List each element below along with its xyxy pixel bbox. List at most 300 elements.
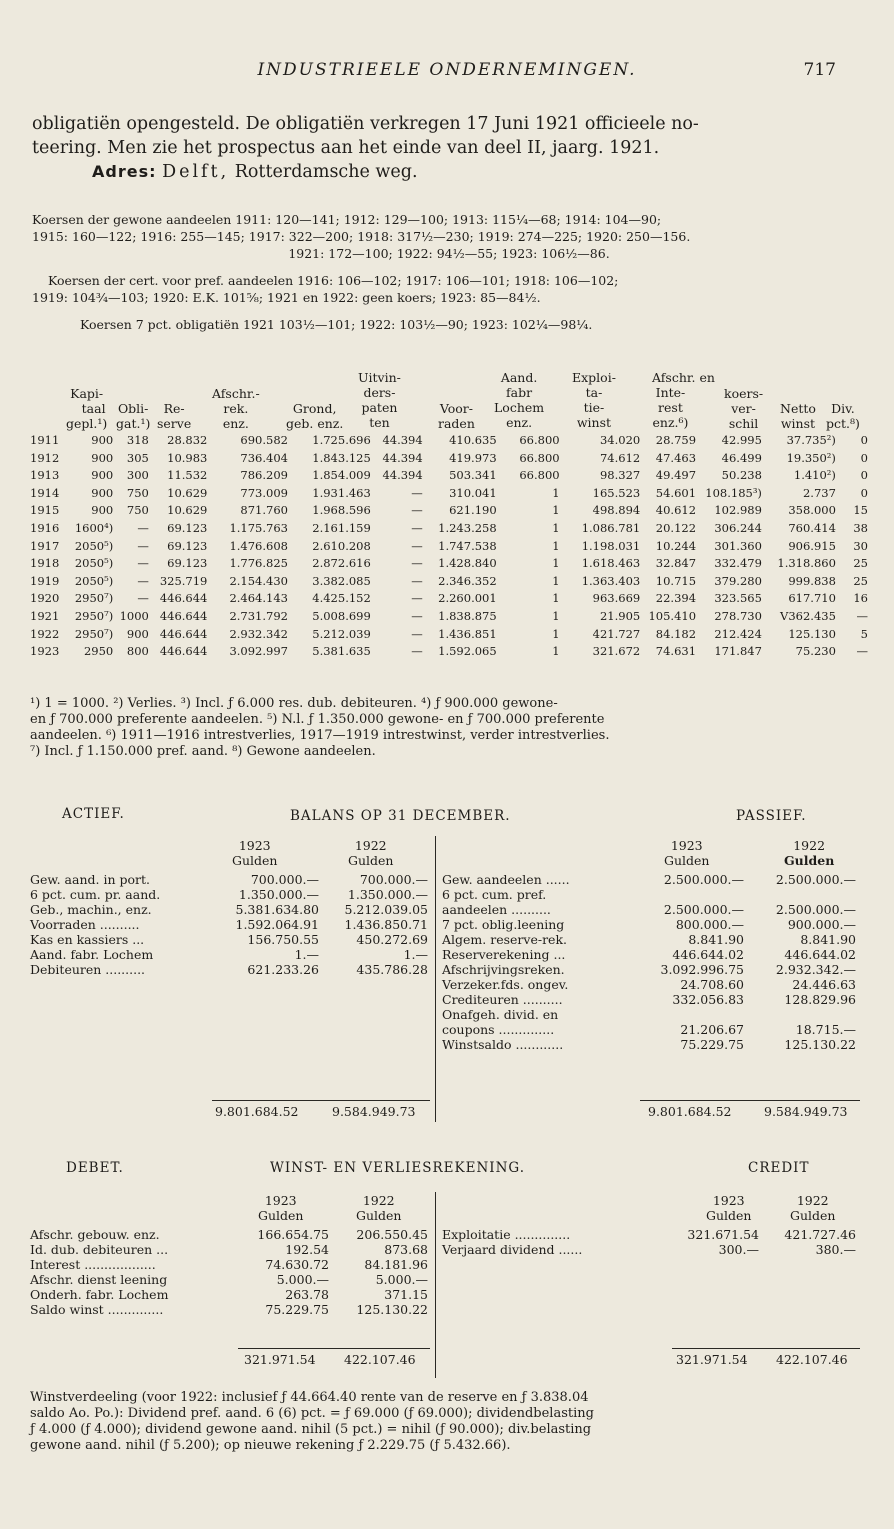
balans-title: BALANS OP 31 DECEMBER. [290,808,511,824]
winst-credit-total-a: 321.971.54 [676,1352,748,1367]
balans-actief-total-rule [212,1100,430,1101]
row-year: 1922 [30,626,60,641]
table-cell: 1.618.463 [581,556,641,571]
table-cell: 125.130 [788,626,836,641]
account-label: Afschr. gebouw. enz. [30,1227,160,1242]
hdr-dividend: Div. pct.⁸) [826,401,860,431]
hdr-exploitatiewinst: Exploi- ta- tie- winst [572,370,616,430]
table-cell: 900 [126,626,149,641]
table-cell: 1 [552,556,560,571]
table-cell: 301.360 [714,538,762,553]
balans-passief-table [442,872,856,1052]
table-cell: 1 [552,538,560,553]
hdr-afschr-rest: Afschr. en Inte- rest enz.⁶) [652,370,715,430]
account-label: 7 pct. oblig.leening [442,917,565,932]
account-value-current: 446.644.02 [672,947,744,962]
table-cell: 900 [91,485,114,500]
account-label: Aand. fabr. Lochem [30,947,154,962]
table-cell: 171.847 [714,644,762,659]
table-cell: 66.800 [519,450,560,465]
table-cell: 1 [552,644,560,659]
table-cell: 165.523 [592,485,641,500]
table-cell: 410.635 [449,433,497,447]
account-label: Saldo winst .............. [30,1302,164,1317]
table-cell: 0 [860,450,868,465]
account-row [442,962,856,977]
table-cell: 1.843.125 [312,450,371,465]
table-cell: 305 [126,450,149,465]
account-row [442,932,856,947]
account-value-previous: 2.932.342.— [775,962,856,977]
row-year: 1923 [30,644,60,659]
account-row [442,917,856,932]
table-cell: 786.209 [240,468,288,483]
table-cell: 999.838 [788,573,836,588]
account-row [442,902,856,917]
table-cell: 10.715 [655,573,697,588]
table-cell: 1.318.860 [777,556,836,571]
table-cell: 46.499 [721,450,762,465]
table-row [30,467,868,485]
account-value-previous [744,887,856,902]
row-year: 1912 [30,450,60,465]
table-cell: 54.601 [655,485,697,500]
table-cell: 1 [552,626,560,641]
table-cell: 2.610.208 [312,538,371,553]
table-cell: 3.092.997 [229,644,288,659]
balans-actief-table [30,872,428,977]
hdr-kapitaal: Kapi- taal gepl.¹) [66,386,108,431]
account-value-current: 5.381.634.80 [235,902,319,917]
table-cell: 38 [853,520,868,535]
row-year: 1913 [30,468,60,483]
account-row [30,1287,428,1302]
account-value-current [632,1007,744,1022]
row-year: 1916 [30,520,60,535]
account-value-current: 74.630.72 [265,1257,329,1272]
account-value-current: 24.708.60 [680,977,744,992]
table-cell: 11.532 [167,468,208,483]
table-row [30,643,868,661]
koersen-gewone-1: Koersen der gewone aandeelen 1911: 120—141; 1912: 129—100; 1913: 115¼—68; 1914: 104—90; [32,212,662,227]
table-cell: — [856,608,868,623]
table-cell: 2.346.352 [438,573,497,588]
winst-credit-total-b: 422.107.46 [776,1352,848,1367]
account-value-previous: 421.727.46 [784,1227,856,1242]
table-cell: 1.476.608 [229,538,288,553]
address-label: Adres: [92,162,157,181]
table-row [30,590,868,608]
table-cell: 1.592.065 [438,644,497,659]
table-cell: 278.730 [714,608,762,623]
table-cell: 10.629 [167,503,208,518]
balans-passief-label: PASSIEF. [736,808,807,824]
account-label: Winstsaldo ............ [442,1037,564,1052]
account-value-previous: 380.— [815,1242,856,1257]
row-year: 1915 [30,503,60,518]
page-number: 717 [803,60,836,80]
table-cell: 66.800 [519,433,560,447]
winst-credit-label: CREDIT [748,1160,810,1176]
winst-divider [435,1192,436,1378]
table-cell: 84.182 [655,626,697,641]
hdr-grond: Grond, geb. enz. [286,401,344,431]
footnote-line-4: ⁷) Incl. ƒ 1.150.000 pref. aand. ⁸) Gewone aandeelen. [30,744,376,759]
row-year: 1917 [30,538,60,553]
account-value-previous: 1.350.000.— [347,887,428,902]
table-cell: 800 [126,644,149,659]
table-cell: 212.424 [714,626,762,641]
winstverdeeling [30,1390,866,1454]
account-value-previous: 18.715.— [795,1022,856,1037]
koersen-gewone-3: 1921: 172—100; 1922: 94½—55; 1923: 106½—86. [288,246,610,261]
winst-left-year-a: 1923 Gulden [258,1193,304,1223]
table-cell: — [137,573,149,588]
table-cell: V362.435 [780,608,836,623]
balans-passief-total-b: 9.584.949.73 [764,1104,848,1119]
balans-divider [435,836,436,1122]
table-cell: 3.382.085 [312,573,371,588]
account-label: Verzeker.fds. ongev. [442,977,569,992]
row-year: 1919 [30,573,60,588]
table-row [30,502,868,520]
table-cell: 2050⁵) [74,538,114,553]
table-cell: 1.243.258 [438,520,497,535]
table-cell: 323.565 [714,591,762,606]
table-cell: — [411,556,423,571]
account-value-current: 2.500.000.— [663,872,744,887]
table-cell: 20.122 [655,520,697,535]
table-cell: 2050⁵) [74,573,114,588]
table-cell: — [137,556,149,571]
intro-line-2: teering. Men zie het prospectus aan het einde van deel II, jaarg. 1921. [32,138,660,158]
table-cell: 2950⁷) [74,626,114,641]
table-cell: 25 [853,556,868,571]
table-cell: 69.123 [167,556,208,571]
balans-passief-total-a: 9.801.684.52 [648,1104,732,1119]
account-row [442,992,856,1007]
account-label: Onafgeh. divid. en [442,1007,559,1022]
balans-actief-total-b: 9.584.949.73 [332,1104,416,1119]
account-value-current: 621.233.26 [247,962,319,977]
account-row [442,887,856,902]
table-cell: 5 [860,626,868,641]
account-value-previous: 450.272.69 [356,932,428,947]
table-cell: — [137,538,149,553]
table-cell: 1.747.538 [438,538,497,553]
table-cell: 2.161.159 [312,520,371,535]
hdr-voorraden: Voor- raden [438,401,475,431]
table-cell: 34.020 [599,433,641,447]
table-cell: 750 [126,485,149,500]
table-cell: 690.582 [240,433,288,447]
table-cell: 66.800 [519,468,560,483]
table-cell: 760.414 [788,520,836,535]
table-cell: 1 [552,591,560,606]
table-cell: 108.185³) [705,485,762,500]
balans-left-year-b: 1922 Gulden [348,838,394,868]
footnote-line-3: aandeelen. ⁶) 1911—1916 intrestverlies, 1917—1919 intrestwinst, verder intrestverlies. [30,728,610,743]
table-cell: 750 [126,503,149,518]
table-cell: 1 [552,485,560,500]
table-cell: 21.905 [599,608,641,623]
table-cell: 1.854.009 [312,468,371,483]
account-value-previous: 2.500.000.— [775,872,856,887]
table-cell: 5.212.039 [312,626,371,641]
account-value-current: 75.229.75 [265,1302,329,1317]
table-cell: — [411,591,423,606]
account-row [30,1302,428,1317]
account-value-previous [744,1007,856,1022]
account-label: Exploitatie .............. [442,1227,571,1242]
account-row [30,872,428,887]
account-value-previous: 2.500.000.— [775,902,856,917]
account-value-previous: 125.130.22 [356,1302,428,1317]
account-label: Reserverekening ... [442,947,566,962]
table-row [30,520,868,538]
table-cell: 98.327 [599,468,641,483]
table-cell: 47.463 [655,450,697,465]
table-cell: 5.381.635 [312,644,371,659]
account-value-previous: 446.644.02 [784,947,856,962]
account-value-previous: 371.15 [384,1287,428,1302]
winst-debet-total-a: 321.971.54 [244,1352,316,1367]
table-cell: 2950 [83,644,114,659]
table-cell: 871.760 [240,503,288,518]
footnote-line-2: en ƒ 700.000 preferente aandeelen. ⁵) N.l. ƒ 1.350.000 gewone- en ƒ 700.000 preferente [30,712,605,727]
table-cell: 1600⁴) [74,520,114,535]
account-value-previous: 128.829.96 [784,992,856,1007]
winstverdeeling-line-1: Winstverdeeling (voor 1922: inclusief ƒ 44.664.40 rente van de reserve en ƒ 3.838.04 [30,1390,589,1405]
account-value-previous: 1.— [403,947,428,962]
table-cell: 1.725.696 [312,433,371,447]
account-value-previous: 8.841.90 [800,932,856,947]
table-cell: 1.363.403 [581,573,641,588]
account-value-previous: 1.436.850.71 [344,917,428,932]
account-value-previous: 900.000.— [787,917,856,932]
account-value-current: 321.671.54 [687,1227,759,1242]
account-value-current: 156.750.55 [247,932,319,947]
account-value-previous: 5.000.— [375,1272,428,1287]
running-title: INDUSTRIEELE ONDERNEMINGEN. [257,60,637,80]
balans-right-year-b: 1922 Gulden [784,838,835,868]
row-year: 1920 [30,591,60,606]
table-cell: 102.989 [714,503,762,518]
winst-credit-total-rule [672,1348,860,1349]
table-cell: 773.009 [240,485,288,500]
account-value-current: 1.592.064.91 [235,917,319,932]
account-value-current: 300.— [718,1242,759,1257]
table-cell: 1.198.031 [581,538,641,553]
table-cell: 379.280 [714,573,762,588]
table-row [30,608,868,626]
table-cell: 446.644 [159,591,208,606]
table-cell: 25 [853,573,868,588]
table-cell: — [411,485,423,500]
table-cell: — [411,626,423,641]
table-cell: 2.464.143 [229,591,288,606]
winst-credit-table [442,1227,856,1257]
account-row [30,1242,428,1257]
account-label: coupons .............. [442,1022,555,1037]
table-cell: — [856,644,868,659]
account-value-current: 5.000.— [276,1272,329,1287]
table-cell: — [411,538,423,553]
table-cell: 621.190 [449,503,497,518]
row-year: 1911 [30,433,60,447]
account-row [30,962,428,977]
account-value-previous: 206.550.45 [356,1227,428,1242]
koersen-obligaties: Koersen 7 pct. obligatiën 1921 103½—101; 1922: 103½—90; 1923: 102¼—98¼. [80,317,593,332]
account-label: Gew. aand. in port. [30,872,150,887]
balans-actief-total-a: 9.801.684.52 [215,1104,299,1119]
table-cell: 30 [853,538,868,553]
table-cell: 1.931.463 [312,485,371,500]
row-year: 1921 [30,608,60,623]
table-cell: 446.644 [159,608,208,623]
winst-right-year-a: 1923 Gulden [706,1193,752,1223]
table-cell: 49.497 [655,468,697,483]
table-cell: 900 [91,433,114,447]
table-cell: 28.832 [167,433,208,447]
table-cell: 74.631 [655,644,697,659]
table-cell: 503.341 [449,468,497,483]
table-row [30,626,868,644]
table-cell: 2.932.342 [229,626,288,641]
table-cell: — [411,520,423,535]
table-cell: 2.872.616 [312,556,371,571]
table-cell: 1 [552,520,560,535]
table-cell: 2.154.430 [229,573,288,588]
account-value-previous: 84.181.96 [364,1257,428,1272]
table-cell: 37.735²) [786,433,836,447]
table-cell: — [137,520,149,535]
account-label: aandeelen .......... [442,902,551,917]
account-value-current: 2.500.000.— [663,902,744,917]
table-cell: 2.260.001 [438,591,497,606]
table-cell: 28.759 [655,433,697,447]
account-label: Onderh. fabr. Lochem [30,1287,169,1302]
account-value-current: 8.841.90 [688,932,744,947]
table-cell: 498.894 [592,503,641,518]
table-cell: 421.727 [592,626,641,641]
account-value-current: 192.54 [285,1242,329,1257]
balans-left-year-a: 1923 Gulden [232,838,278,868]
table-cell: 105.410 [648,608,697,623]
table-cell: 44.394 [382,433,423,447]
table-cell: — [411,573,423,588]
account-label: Afschr. dienst leening [30,1272,168,1287]
table-cell: 16 [853,591,868,606]
account-value-current: 3.092.996.75 [660,962,744,977]
row-year: 1914 [30,485,60,500]
table-cell: 2950⁷) [74,608,114,623]
koersen-cert-1: Koersen der cert. voor pref. aandeelen 1916: 106—102; 1917: 106—101; 1918: 106—102; [48,273,619,288]
account-value-current: 75.229.75 [680,1037,744,1052]
account-value-previous: 873.68 [384,1242,428,1257]
table-cell: 50.238 [721,468,762,483]
intro-line-1: obligatiën opengesteld. De obligatiën verkregen 17 Juni 1921 officieele no- [32,114,699,134]
account-row [30,902,428,917]
statistics-table [30,432,868,661]
table-cell: 1 [552,503,560,518]
table-cell: 44.394 [382,450,423,465]
address-line [92,161,894,183]
account-row [442,1037,856,1052]
account-row [442,872,856,887]
hdr-afschrijving: Afschr.- rek. enz. [212,386,260,431]
footnote-line-1: ¹) 1 = 1000. ²) Verlies. ³) Incl. ƒ 6.000 res. dub. debiteuren. ⁴) ƒ 900.000 gewone- [30,696,558,711]
table-cell: 1.428.840 [438,556,497,571]
hdr-koersverschil: koers- ver- schil [724,386,764,431]
table-cell: 300 [126,468,149,483]
address-city: Delft, [162,162,230,182]
account-row [30,947,428,962]
table-cell: 10.629 [167,485,208,500]
table-row [30,555,868,573]
account-value-previous: 24.446.63 [792,977,856,992]
table-cell: — [411,503,423,518]
account-row [30,1257,428,1272]
balans-right-year-a: 1923 Gulden [664,838,710,868]
winst-title: WINST- EN VERLIESREKENING. [270,1160,526,1176]
account-label: 6 pct. cum. pr. aand. [30,887,161,902]
account-value-current: 800.000.— [675,917,744,932]
table-cell: — [137,591,149,606]
table-row [30,432,868,450]
account-value-current [632,887,744,902]
table-cell: 900 [91,503,114,518]
row-year: 1918 [30,556,60,571]
account-label: Crediteuren .......... [442,992,563,1007]
account-value-previous: 435.786.28 [356,962,428,977]
account-row [442,1227,856,1242]
winst-debet-total-rule [238,1348,430,1349]
table-cell: 4.425.152 [312,591,371,606]
table-cell: 906.915 [788,538,836,553]
winst-debet-total-b: 422.107.46 [344,1352,416,1367]
table-cell: 69.123 [167,520,208,535]
table-cell: 1.436.851 [438,626,497,641]
account-value-current: 166.654.75 [257,1227,329,1242]
table-cell: 318 [126,433,149,447]
account-value-current: 21.206.67 [680,1022,744,1037]
table-cell: 19.350²) [786,450,836,465]
winst-debet-table [30,1227,428,1317]
table-cell: 1 [552,608,560,623]
table-row [30,485,868,503]
table-cell: 75.230 [795,644,836,659]
table-row [30,573,868,591]
account-value-current: 332.056.83 [672,992,744,1007]
table-cell: 1.968.596 [312,503,371,518]
table-cell: — [411,644,423,659]
table-cell: 2050⁵) [74,556,114,571]
winst-right-year-b: 1922 Gulden [790,1193,836,1223]
table-cell: 5.008.699 [312,608,371,623]
account-row [442,1242,856,1257]
account-label: Afschrijvingsreken. [442,962,565,977]
account-label: Debiteuren .......... [30,962,146,977]
balans-actief-label: ACTIEF. [62,806,125,822]
table-cell: 1.838.875 [438,608,497,623]
table-cell: 15 [853,503,868,518]
account-row [442,1007,856,1022]
account-row [442,947,856,962]
winstverdeeling-line-3: ƒ 4.000 (ƒ 4.000); dividend gewone aand. nihil (5 pct.) = nihil (ƒ 90.000); div.belasting [30,1422,592,1437]
account-label: 6 pct. cum. pref. [442,887,547,902]
account-label: Voorraden .......... [30,917,140,932]
